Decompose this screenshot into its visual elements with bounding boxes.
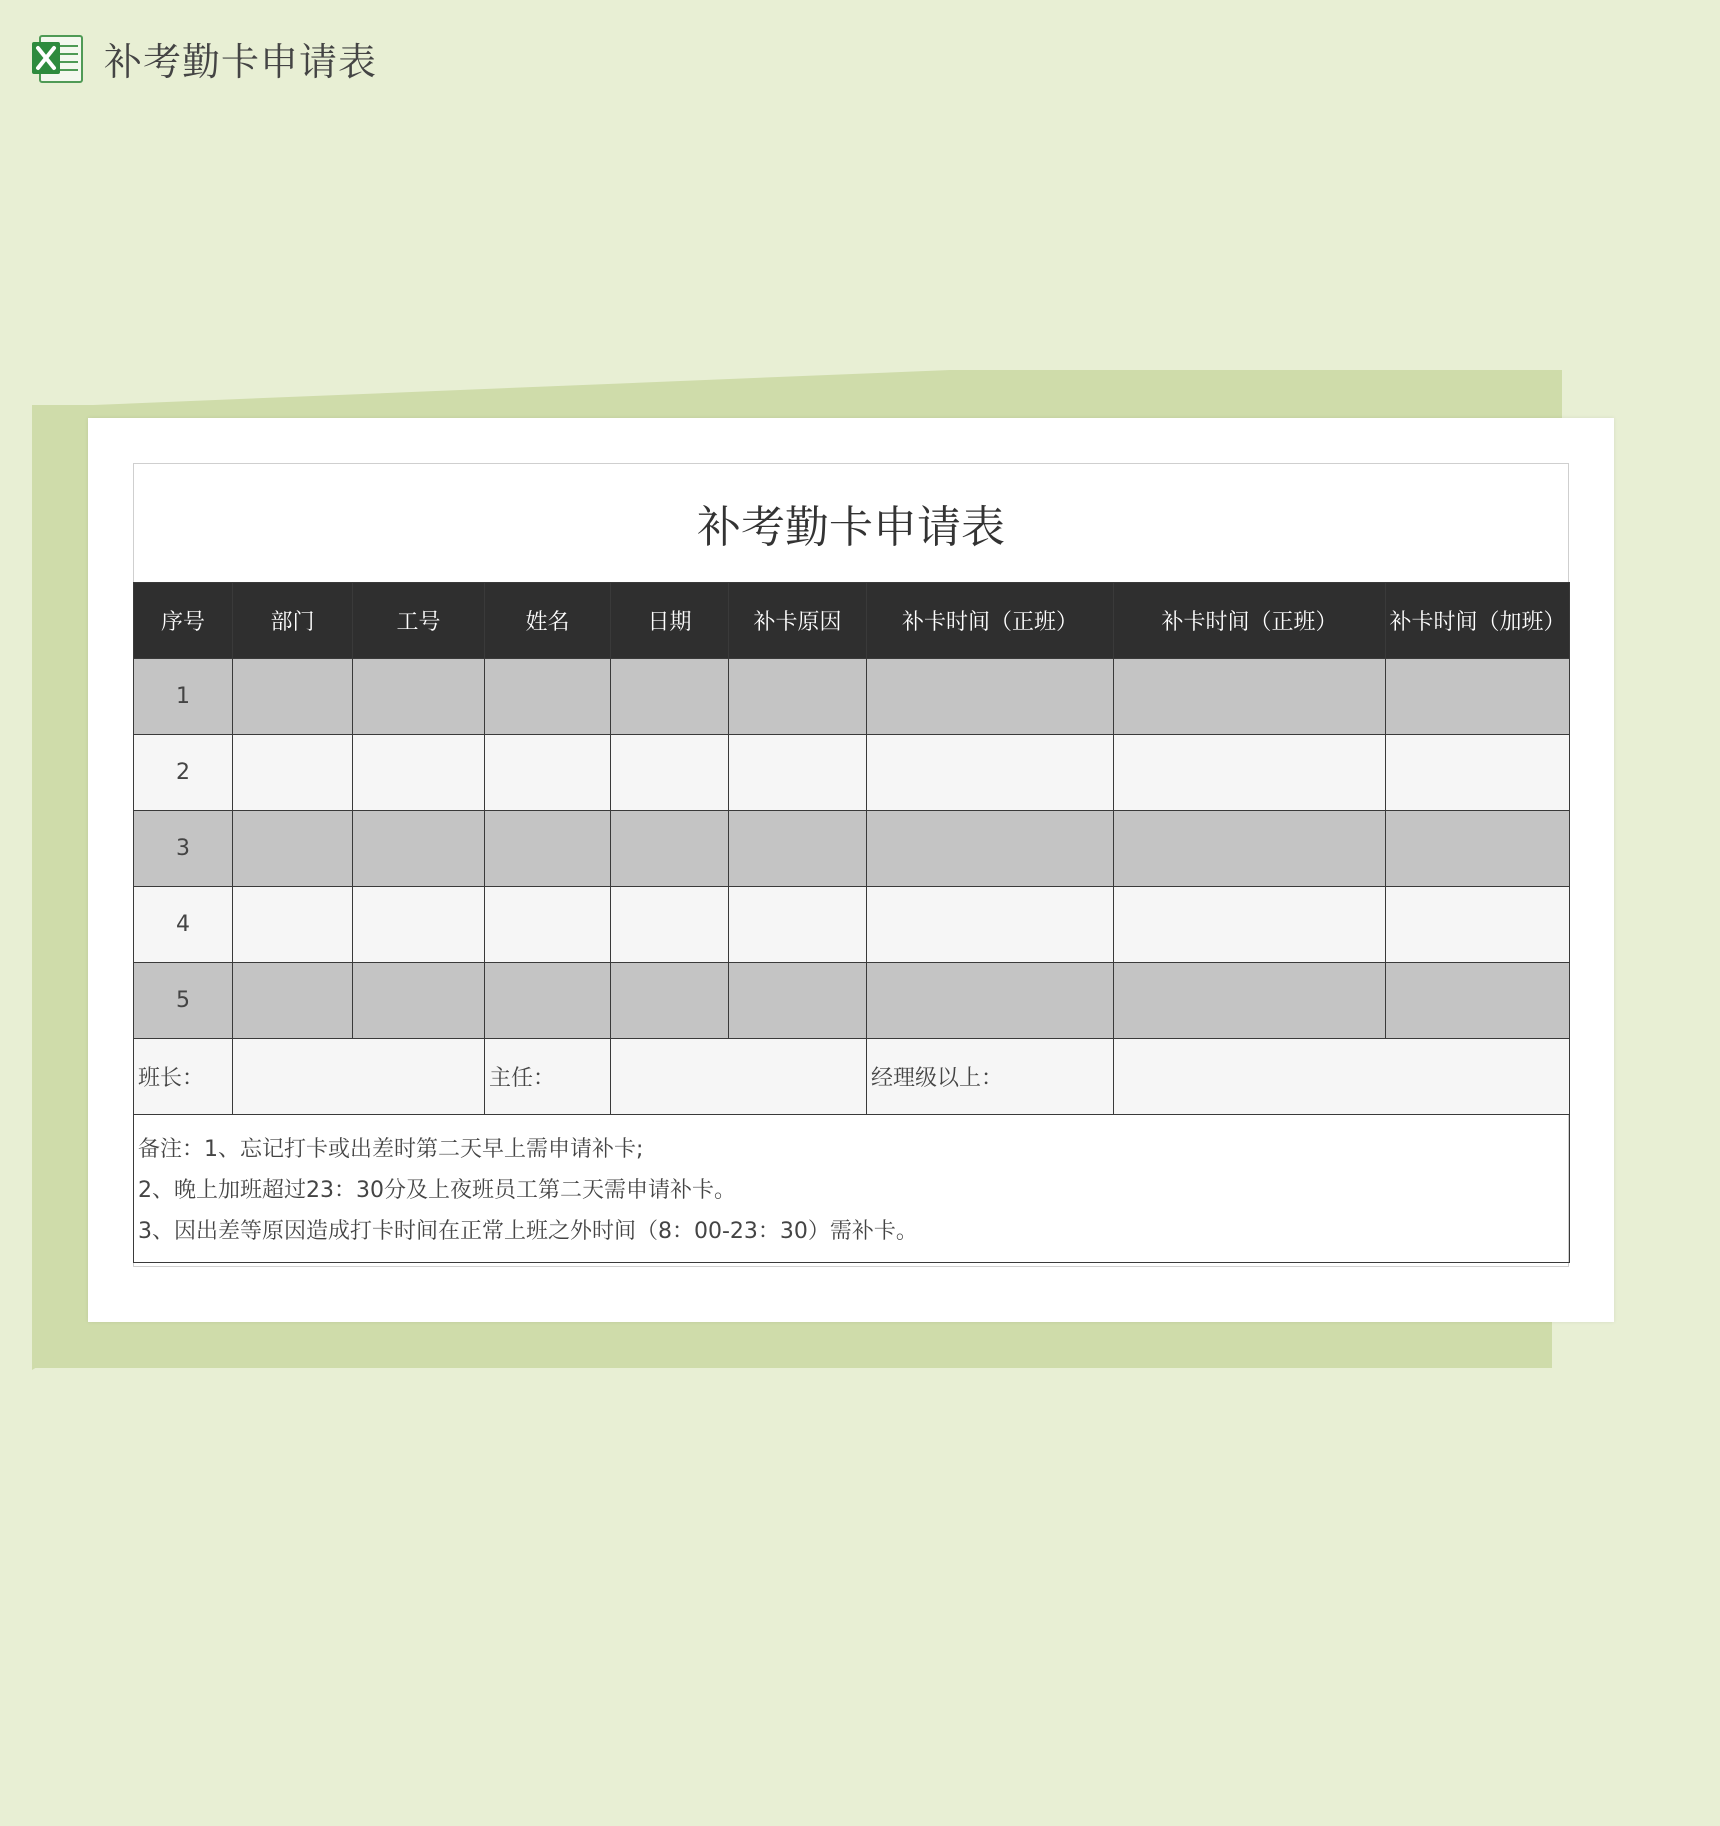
app-title: 补考勤卡申请表 [104, 39, 378, 84]
column-header: 工号 [353, 583, 485, 659]
manager-signature[interactable] [1114, 1039, 1570, 1115]
form-title: 补考勤卡申请表 [697, 502, 1005, 553]
cell-input[interactable] [729, 735, 867, 811]
team-leader-label: 班长： [134, 1039, 233, 1115]
cell-input[interactable] [485, 887, 611, 963]
cell-input[interactable] [353, 963, 485, 1039]
note-line: 备注：1、忘记打卡或出差时第二天早上需申请补卡; [138, 1137, 644, 1162]
notes-section [133, 1115, 1570, 1263]
table-row [134, 887, 1570, 963]
cell-input[interactable] [1386, 735, 1570, 811]
manager-label: 经理级以上： [867, 1039, 1114, 1115]
header-row [134, 583, 1570, 659]
row-number: 5 [134, 963, 233, 1039]
row-number: 3 [134, 811, 233, 887]
cell-input[interactable] [353, 659, 485, 735]
team-leader-signature[interactable] [233, 1039, 485, 1115]
cell-input[interactable] [867, 963, 1114, 1039]
cell-input[interactable] [611, 659, 729, 735]
cell-input[interactable] [1386, 659, 1570, 735]
cell-input[interactable] [729, 963, 867, 1039]
row-number: 1 [134, 659, 233, 735]
cell-input[interactable] [611, 735, 729, 811]
column-header: 部门 [233, 583, 353, 659]
cell-input[interactable] [233, 963, 353, 1039]
cell-input[interactable] [485, 811, 611, 887]
cell-input[interactable] [1114, 659, 1386, 735]
cell-input[interactable] [1114, 963, 1386, 1039]
table-row [134, 659, 1570, 735]
cell-input[interactable] [1386, 963, 1570, 1039]
cell-input[interactable] [611, 963, 729, 1039]
cell-input[interactable] [233, 887, 353, 963]
form-table [133, 582, 1570, 1115]
cell-input[interactable] [233, 811, 353, 887]
cell-input[interactable] [729, 659, 867, 735]
cell-input[interactable] [1386, 887, 1570, 963]
cell-input[interactable] [1114, 887, 1386, 963]
signature-row [134, 1039, 1570, 1115]
cell-input[interactable] [867, 811, 1114, 887]
column-header: 补卡时间（正班） [867, 583, 1114, 659]
column-header: 日期 [611, 583, 729, 659]
cell-input[interactable] [611, 887, 729, 963]
attendance-form [133, 463, 1569, 1267]
excel-icon [30, 30, 86, 86]
cell-input[interactable] [867, 887, 1114, 963]
note-line: 2、晚上加班超过23：30分及上夜班员工第二天需申请补卡。 [138, 1178, 736, 1203]
cell-input[interactable] [867, 659, 1114, 735]
row-number: 4 [134, 887, 233, 963]
cell-input[interactable] [867, 735, 1114, 811]
table-row [134, 811, 1570, 887]
cell-input[interactable] [353, 887, 485, 963]
cell-input[interactable] [729, 811, 867, 887]
column-header: 补卡时间（正班） [1114, 583, 1386, 659]
cell-input[interactable] [353, 811, 485, 887]
cell-input[interactable] [233, 659, 353, 735]
app-header [30, 30, 377, 86]
note-line: 3、因出差等原因造成打卡时间在正常上班之外时间（8：00-23：30）需补卡。 [138, 1219, 918, 1244]
director-label: 主任： [485, 1039, 611, 1115]
cell-input[interactable] [1114, 735, 1386, 811]
cell-input[interactable] [729, 887, 867, 963]
column-header: 姓名 [485, 583, 611, 659]
column-header: 补卡原因 [729, 583, 867, 659]
director-signature[interactable] [611, 1039, 867, 1115]
cell-input[interactable] [611, 811, 729, 887]
column-header: 补卡时间（加班） [1386, 583, 1570, 659]
cell-input[interactable] [485, 963, 611, 1039]
cell-input[interactable] [1386, 811, 1570, 887]
cell-input[interactable] [233, 735, 353, 811]
table-row [134, 735, 1570, 811]
row-number: 2 [134, 735, 233, 811]
cell-input[interactable] [485, 735, 611, 811]
table-row [134, 963, 1570, 1039]
cell-input[interactable] [485, 659, 611, 735]
cell-input[interactable] [1114, 811, 1386, 887]
column-header: 序号 [134, 583, 233, 659]
cell-input[interactable] [353, 735, 485, 811]
